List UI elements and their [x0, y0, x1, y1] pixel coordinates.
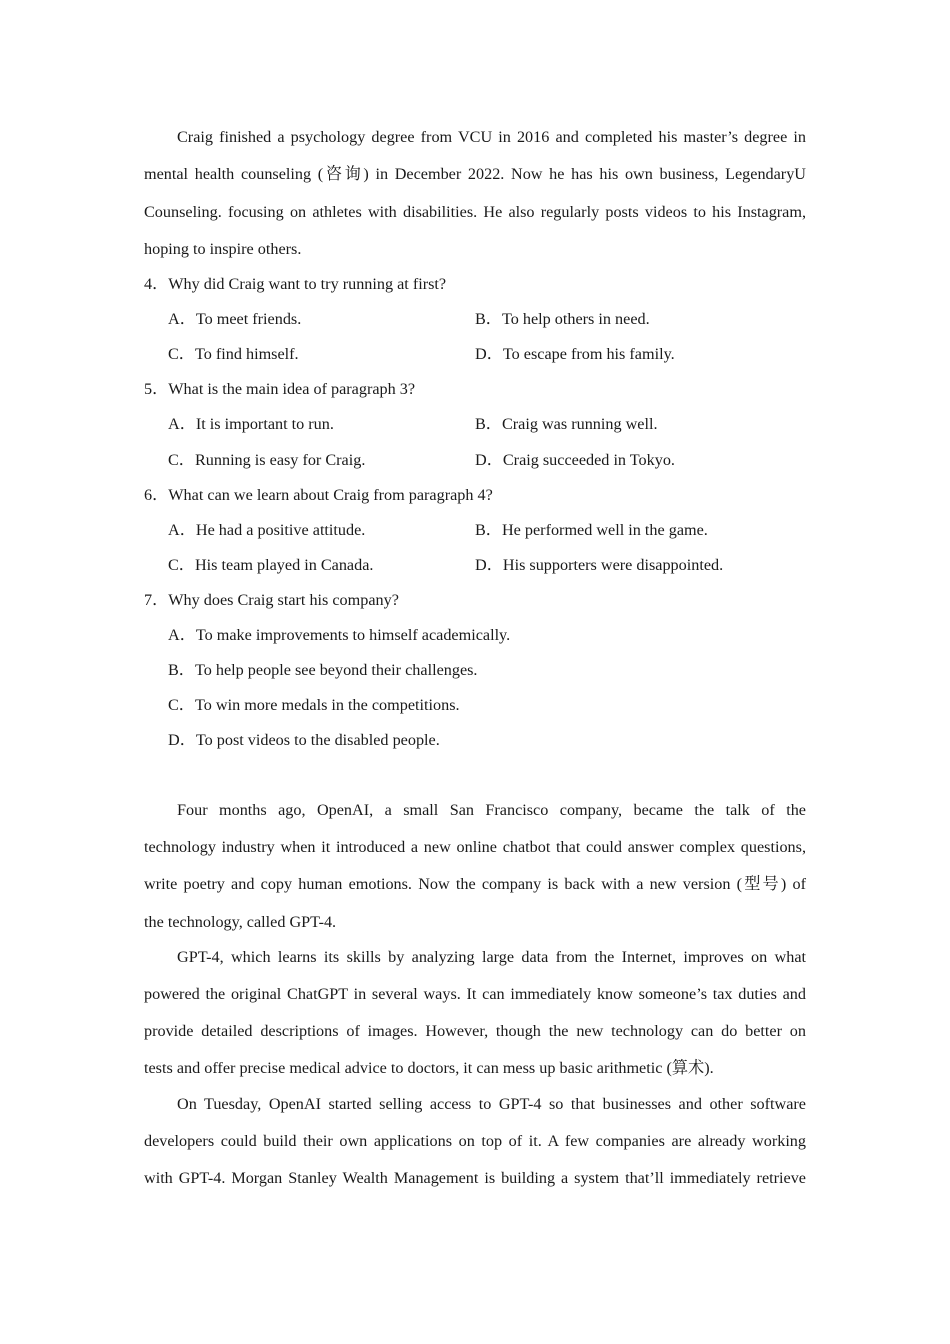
passage1-line-3: Counseling. focusing on athletes with disabilities. He also regularly posts videos to his Instagram,: [144, 203, 806, 221]
passage1-line-1: Craig finished a psychology degree from VCU in 2016 and completed his master’s degree in: [177, 128, 806, 146]
question-5: [144, 377, 415, 401]
q7-option-d: D．To post videos to the disabled people.: [168, 731, 440, 749]
question-4: [144, 272, 446, 296]
passage2-p2-line-1: GPT-4, which learns its skills by analyzing large data from the Internet, improves on what: [177, 948, 806, 966]
q4-option-b: B．To help others in need.: [475, 310, 650, 328]
q6-option-b: B．He performed well in the game.: [475, 521, 708, 539]
q4-option-d: D．To escape from his family.: [475, 345, 675, 363]
passage2-p2-line-4: tests and offer precise medical advice to doctors, it can mess up basic arithmetic (算术).: [144, 1059, 714, 1077]
passage2-p1-line-4: the technology, called GPT-4.: [144, 913, 337, 931]
question-number: 7．: [144, 591, 169, 609]
passage2-p1-line-2: technology industry when it introduced a new online chatbot that could answer complex questions,: [144, 838, 806, 856]
question-stem: What is the main idea of paragraph 3?: [168, 380, 416, 398]
passage2-p1-line-3: write poetry and copy human emotions. Now the company is back with a new version (型号) of: [144, 875, 806, 893]
question-stem: Why does Craig start his company?: [168, 591, 399, 609]
question-number: 5．: [144, 380, 169, 398]
q7-option-a: A．To make improvements to himself academically.: [168, 626, 511, 644]
question-6: [144, 483, 493, 507]
q6-option-d: D．His supporters were disappointed.: [475, 556, 724, 574]
q5-option-d: D．Craig succeeded in Tokyo.: [475, 451, 675, 469]
passage2-p3-line-2: developers could build their own applications on top of it. A few companies are already working: [144, 1132, 806, 1150]
question-number: 6．: [144, 486, 169, 504]
q5-option-b: B．Craig was running well.: [475, 415, 658, 433]
q7-option-c: C．To win more medals in the competitions.: [168, 696, 460, 714]
passage2-p3-line-3: with GPT-4. Morgan Stanley Wealth Management is building a system that’ll immediately retrieve: [144, 1169, 806, 1187]
passage1-line-4: hoping to inspire others.: [144, 240, 302, 258]
passage2-p2-line-3: provide detailed descriptions of images. However, though the new technology can do better on: [144, 1022, 806, 1040]
passage1-line-2: mental health counseling (咨询) in December 2022. Now he has his own business, LegendaryU: [144, 165, 806, 183]
question-stem: What can we learn about Craig from paragraph 4?: [168, 486, 493, 504]
q4-option-c: C．To find himself.: [168, 345, 299, 363]
passage2-p2-line-2: powered the original ChatGPT in several ways. It can immediately know someone’s tax duties and: [144, 985, 806, 1003]
passage2-p1-line-1: Four months ago, OpenAI, a small San Francisco company, became the talk of the: [177, 801, 806, 819]
q5-option-a: A．It is important to run.: [168, 415, 334, 433]
question-7: [144, 588, 399, 612]
q7-option-b: B．To help people see beyond their challenges.: [168, 661, 478, 679]
q6-option-c: C．His team played in Canada.: [168, 556, 374, 574]
q6-option-a: A．He had a positive attitude.: [168, 521, 366, 539]
question-stem: Why did Craig want to try running at first?: [168, 275, 447, 293]
q4-option-a: A．To meet friends.: [168, 310, 302, 328]
q5-option-c: C．Running is easy for Craig.: [168, 451, 366, 469]
question-number: 4．: [144, 275, 169, 293]
passage2-p3-line-1: On Tuesday, OpenAI started selling access to GPT-4 so that businesses and other software: [177, 1095, 806, 1113]
